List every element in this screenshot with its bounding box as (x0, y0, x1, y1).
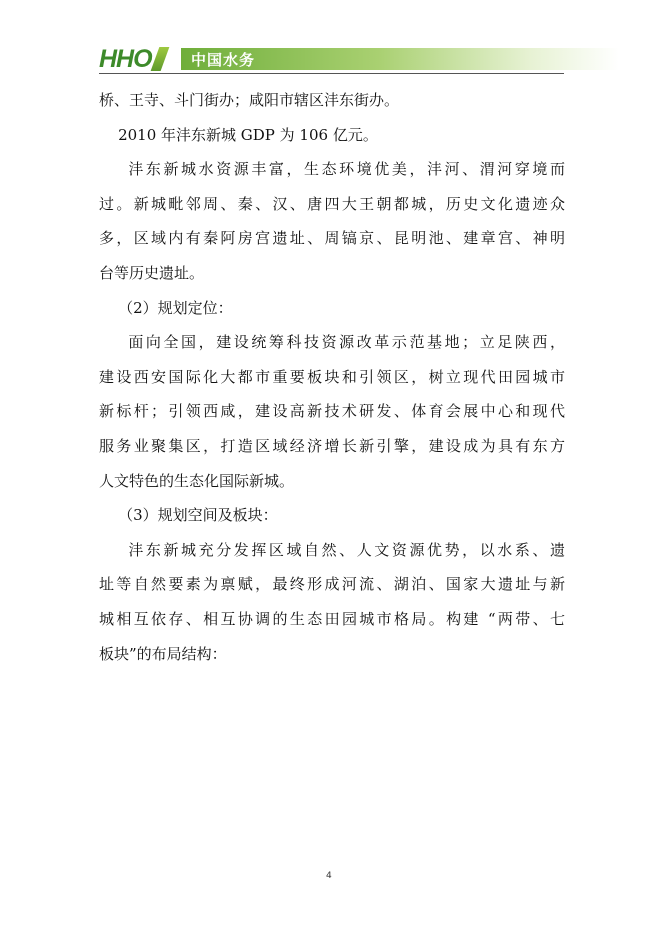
brand-name: 中国水务 (191, 50, 256, 69)
company-logo (99, 46, 165, 72)
text-line: 面向全国，建设统筹科技资源改革示范基地；立足陕西， (99, 333, 565, 352)
section-heading: （3）规划空间及板块： (99, 506, 278, 525)
text-line: 城相互依存、相互协调的生态田园城市格局。构建 “两带、七 (99, 609, 565, 628)
text-line: 桥、王寺、斗门街办；咸阳市辖区沣东街办。 (99, 91, 400, 109)
text-line: 建设西安国际化大都市重要板块和引领区，树立现代田园城市 (99, 367, 565, 386)
logo-text: HHO (99, 45, 152, 73)
document-body (99, 83, 565, 671)
header-band (181, 48, 619, 70)
section-heading: （2）规划定位： (99, 298, 233, 317)
text-line: 2010 年沣东新城 GDP 为 106 亿元。 (99, 125, 378, 144)
page-number: 4 (326, 871, 332, 881)
text-line: 沣东新城充分发挥区域自然、人文资源优势，以水系、遗 (99, 540, 565, 559)
text-line: 多，区域内有秦阿房宫遗址、周镐京、昆明池、建章宫、神明 (99, 229, 565, 248)
text-line: 板块”的布局结构： (99, 644, 227, 663)
logo-swoosh-icon (150, 47, 169, 71)
text-line: 沣东新城水资源丰富，生态环境优美，沣河、渭河穿境而 (99, 160, 565, 179)
text-line: 过。新城毗邻周、秦、汉、唐四大王朝都城，历史文化遗迹众 (99, 194, 565, 213)
header-divider (99, 73, 564, 74)
page-header (99, 46, 619, 72)
text-line: 新标杆；引领西咸，建设高新技术研发、体育会展中心和现代 (99, 402, 565, 421)
text-line: 服务业聚集区，打造区域经济增长新引擎，建设成为具有东方 (99, 436, 565, 455)
text-line: 址等自然要素为禀赋，最终形成河流、湖泊、国家大遗址与新 (99, 575, 565, 594)
text-line: 台等历史遗址。 (99, 263, 205, 282)
text-line: 人文特色的生态化国际新城。 (99, 471, 295, 490)
